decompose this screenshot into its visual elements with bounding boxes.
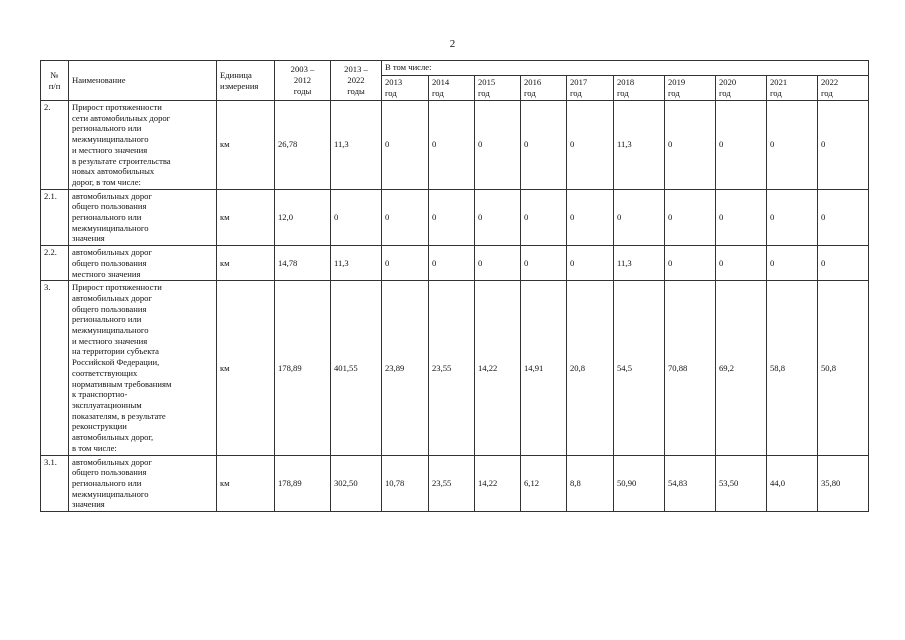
row-period-2013-2022: 11,3 [331, 101, 382, 190]
row-year-value: 14,91 [521, 281, 567, 455]
row-name: автомобильных дорог общего пользования регионального или межмуниципального значения [69, 455, 217, 512]
row-period-2013-2022: 302,50 [331, 455, 382, 512]
row-year-value: 54,83 [665, 455, 716, 512]
row-year-value: 0 [818, 101, 869, 190]
row-year-value: 23,55 [429, 455, 475, 512]
row-year-value: 0 [665, 189, 716, 246]
header-year: 2019 год [665, 76, 716, 101]
row-year-value: 0 [818, 246, 869, 281]
row-year-value: 0 [614, 189, 665, 246]
header-unit: Единица измерения [217, 61, 275, 101]
row-year-value: 14,22 [475, 455, 521, 512]
row-year-value: 0 [818, 189, 869, 246]
row-period-2003-2012: 26,78 [275, 101, 331, 190]
table-row [41, 281, 869, 455]
row-year-value: 20,8 [567, 281, 614, 455]
table-body [41, 101, 869, 512]
table-row [41, 455, 869, 512]
row-name: Прирост протяженности сети автомобильных дорог регионального или межмуниципального и местного значения в результате строительства новых автомобильных дорог, в том числе: [69, 101, 217, 190]
row-year-value: 0 [767, 101, 818, 190]
row-period-2003-2012: 178,89 [275, 281, 331, 455]
row-year-value: 0 [716, 101, 767, 190]
row-year-value: 0 [475, 189, 521, 246]
row-period-2013-2022: 0 [331, 189, 382, 246]
row-unit: км [217, 189, 275, 246]
row-year-value: 54,5 [614, 281, 665, 455]
row-number: 3.1. [41, 455, 69, 512]
row-number: 3. [41, 281, 69, 455]
header-year: 2016 год [521, 76, 567, 101]
row-year-value: 0 [429, 189, 475, 246]
road-length-table [40, 60, 869, 512]
header-year: 2014 год [429, 76, 475, 101]
row-year-value: 8,8 [567, 455, 614, 512]
row-year-value: 0 [382, 101, 429, 190]
row-year-value: 0 [429, 246, 475, 281]
header-year: 2022 год [818, 76, 869, 101]
row-unit: км [217, 101, 275, 190]
row-number: 2.1. [41, 189, 69, 246]
row-year-value: 0 [567, 101, 614, 190]
row-name: Прирост протяженности автомобильных дорог общего пользования регионального или межмуниципального и местного значения на территории субъекта Российской Федерации, соответствующих нормативным требованиям к транспортно- эксплуатационным показателям, в результате реконструкции автомобильных дорог, в том числе: [69, 281, 217, 455]
header-year: 2021 год [767, 76, 818, 101]
row-year-value: 0 [716, 246, 767, 281]
row-year-value: 0 [567, 189, 614, 246]
row-year-value: 0 [716, 189, 767, 246]
row-year-value: 0 [767, 246, 818, 281]
row-name: автомобильных дорог общего пользования регионального или межмуниципального значения [69, 189, 217, 246]
header-year: 2018 год [614, 76, 665, 101]
row-number: 2.2. [41, 246, 69, 281]
row-unit: км [217, 281, 275, 455]
header-name: Наименование [69, 61, 217, 101]
row-unit: км [217, 246, 275, 281]
row-period-2013-2022: 401,55 [331, 281, 382, 455]
row-period-2013-2022: 11,3 [331, 246, 382, 281]
row-year-value: 50,90 [614, 455, 665, 512]
page-number: 2 [449, 38, 456, 50]
row-year-value: 0 [382, 246, 429, 281]
row-year-value: 58,8 [767, 281, 818, 455]
row-year-value: 53,50 [716, 455, 767, 512]
header-year: 2013 год [382, 76, 429, 101]
row-period-2003-2012: 178,89 [275, 455, 331, 512]
row-period-2003-2012: 12,0 [275, 189, 331, 246]
row-year-value: 0 [429, 101, 475, 190]
row-year-value: 35,80 [818, 455, 869, 512]
row-year-value: 11,3 [614, 101, 665, 190]
row-year-value: 0 [382, 189, 429, 246]
row-year-value: 10,78 [382, 455, 429, 512]
header-including: В том числе: [382, 61, 869, 76]
row-year-value: 0 [475, 101, 521, 190]
row-year-value: 0 [665, 246, 716, 281]
row-year-value: 50,8 [818, 281, 869, 455]
row-year-value: 23,89 [382, 281, 429, 455]
row-year-value: 14,22 [475, 281, 521, 455]
row-year-value: 0 [767, 189, 818, 246]
row-year-value: 0 [567, 246, 614, 281]
table-row [41, 189, 869, 246]
header-period-2013-2022: 2013 – 2022 годы [331, 61, 382, 101]
header-num: № п/п [41, 61, 69, 101]
row-year-value: 0 [521, 189, 567, 246]
row-year-value: 23,55 [429, 281, 475, 455]
row-year-value: 11,3 [614, 246, 665, 281]
row-year-value: 0 [521, 246, 567, 281]
header-year: 2017 год [567, 76, 614, 101]
row-year-value: 0 [665, 101, 716, 190]
row-year-value: 69,2 [716, 281, 767, 455]
table-row [41, 246, 869, 281]
table-row [41, 101, 869, 190]
row-period-2003-2012: 14,78 [275, 246, 331, 281]
header-year: 2015 год [475, 76, 521, 101]
header-year: 2020 год [716, 76, 767, 101]
row-number: 2. [41, 101, 69, 190]
row-unit: км [217, 455, 275, 512]
row-name: автомобильных дорог общего пользования местного значения [69, 246, 217, 281]
row-year-value: 6,12 [521, 455, 567, 512]
row-year-value: 70,88 [665, 281, 716, 455]
row-year-value: 0 [521, 101, 567, 190]
row-year-value: 44,0 [767, 455, 818, 512]
row-year-value: 0 [475, 246, 521, 281]
header-period-2003-2012: 2003 – 2012 годы [275, 61, 331, 101]
